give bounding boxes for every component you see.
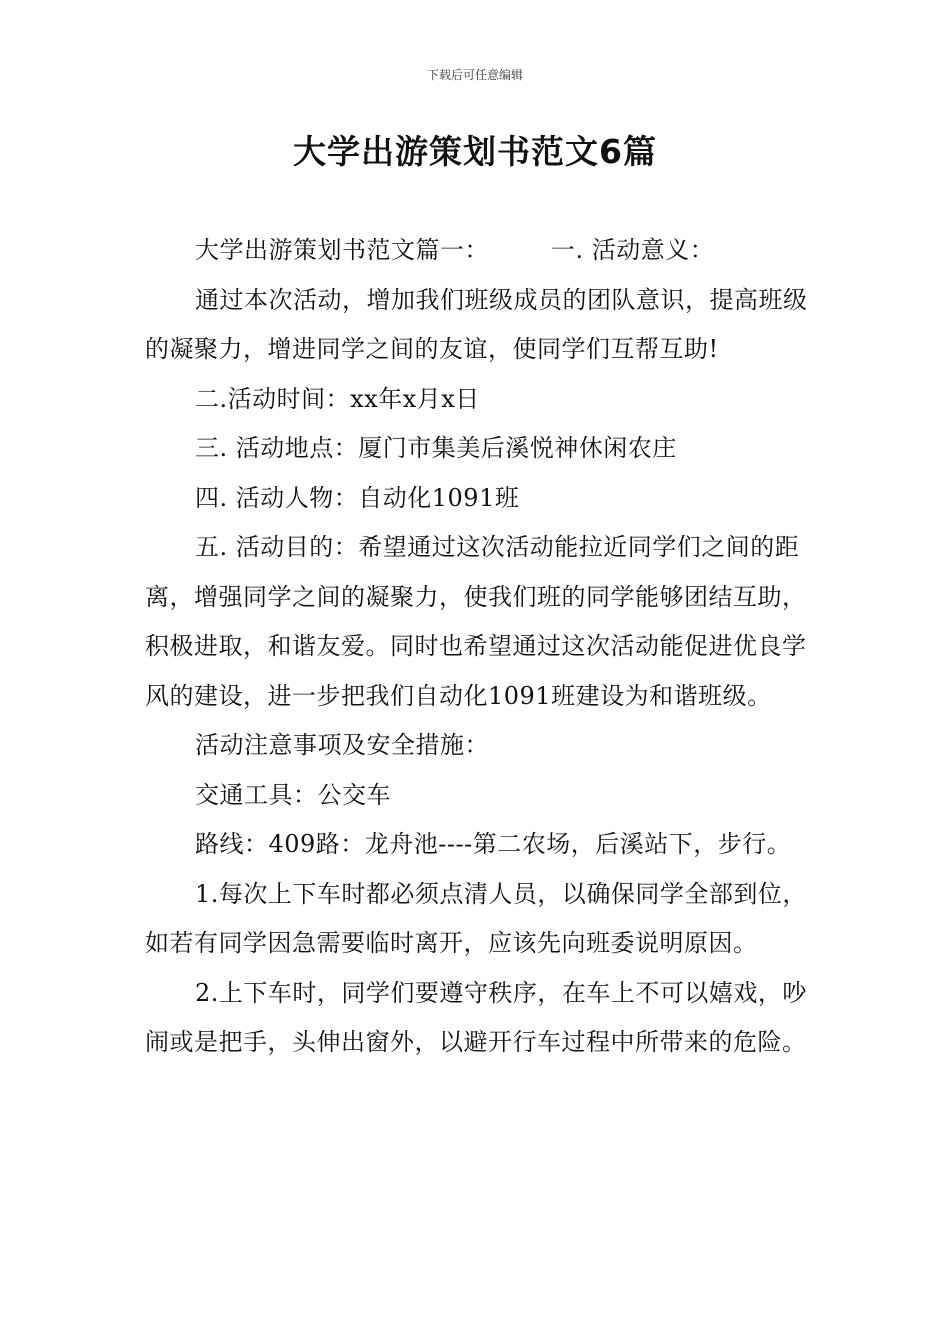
paragraph-transport: 交通工具：公交车 <box>195 780 391 809</box>
page-header-note: 下载后可任意编辑 <box>426 68 523 82</box>
paragraph-location: 三. 活动地点：厦门市集美后溪悦神休闲农庄 <box>195 434 677 462</box>
paragraph-route: 路线：409路：龙舟池----第二农场，后溪站下，步行。 <box>195 830 792 858</box>
intro-label: 大学出游策划书范文篇一： <box>195 236 489 264</box>
paragraph-rule-2: 2.上下车时，同学们要遵守秩序，在车上不可以嬉戏，吵闹或是把手，头伸出窗外，以避开行车过程中所带来的危险。 <box>145 978 807 1056</box>
paragraph-purpose: 通过本次活动，增加我们班级成员的团队意识，提高班级的凝聚力，增进同学之间的友谊，使同学们互帮互助! <box>145 285 808 363</box>
paragraph-safety-heading: 活动注意事项及安全措施： <box>195 731 489 759</box>
paragraph-rule-1: 1.每次上下车时都必须点清人员，以确保同学全部到位，如若有同学因急需要临时离开，应该先向班委说明原因。 <box>145 879 807 957</box>
document-title: 大学出游策划书范文6篇 <box>293 132 657 171</box>
intro-section-heading: 一. 活动意义： <box>551 236 715 264</box>
paragraph-time: 二.活动时间：xx年x月x日 <box>195 384 480 413</box>
paragraph-goal: 五. 活动目的：希望通过这次活动能拉近同学们之间的距离，增强同学之间的凝聚力，使我们班的同学能够团结互助，积极进取，和谐友爱。同时也希望通过这次活动能促进优良学风的建设，进一步把我们自动化1091班建设为和谐班级。 <box>145 533 807 710</box>
intro-paragraph <box>145 226 810 276</box>
paragraph-participants: 四. 活动人物：自动化1091班 <box>195 483 520 512</box>
document-body <box>145 226 810 1068</box>
